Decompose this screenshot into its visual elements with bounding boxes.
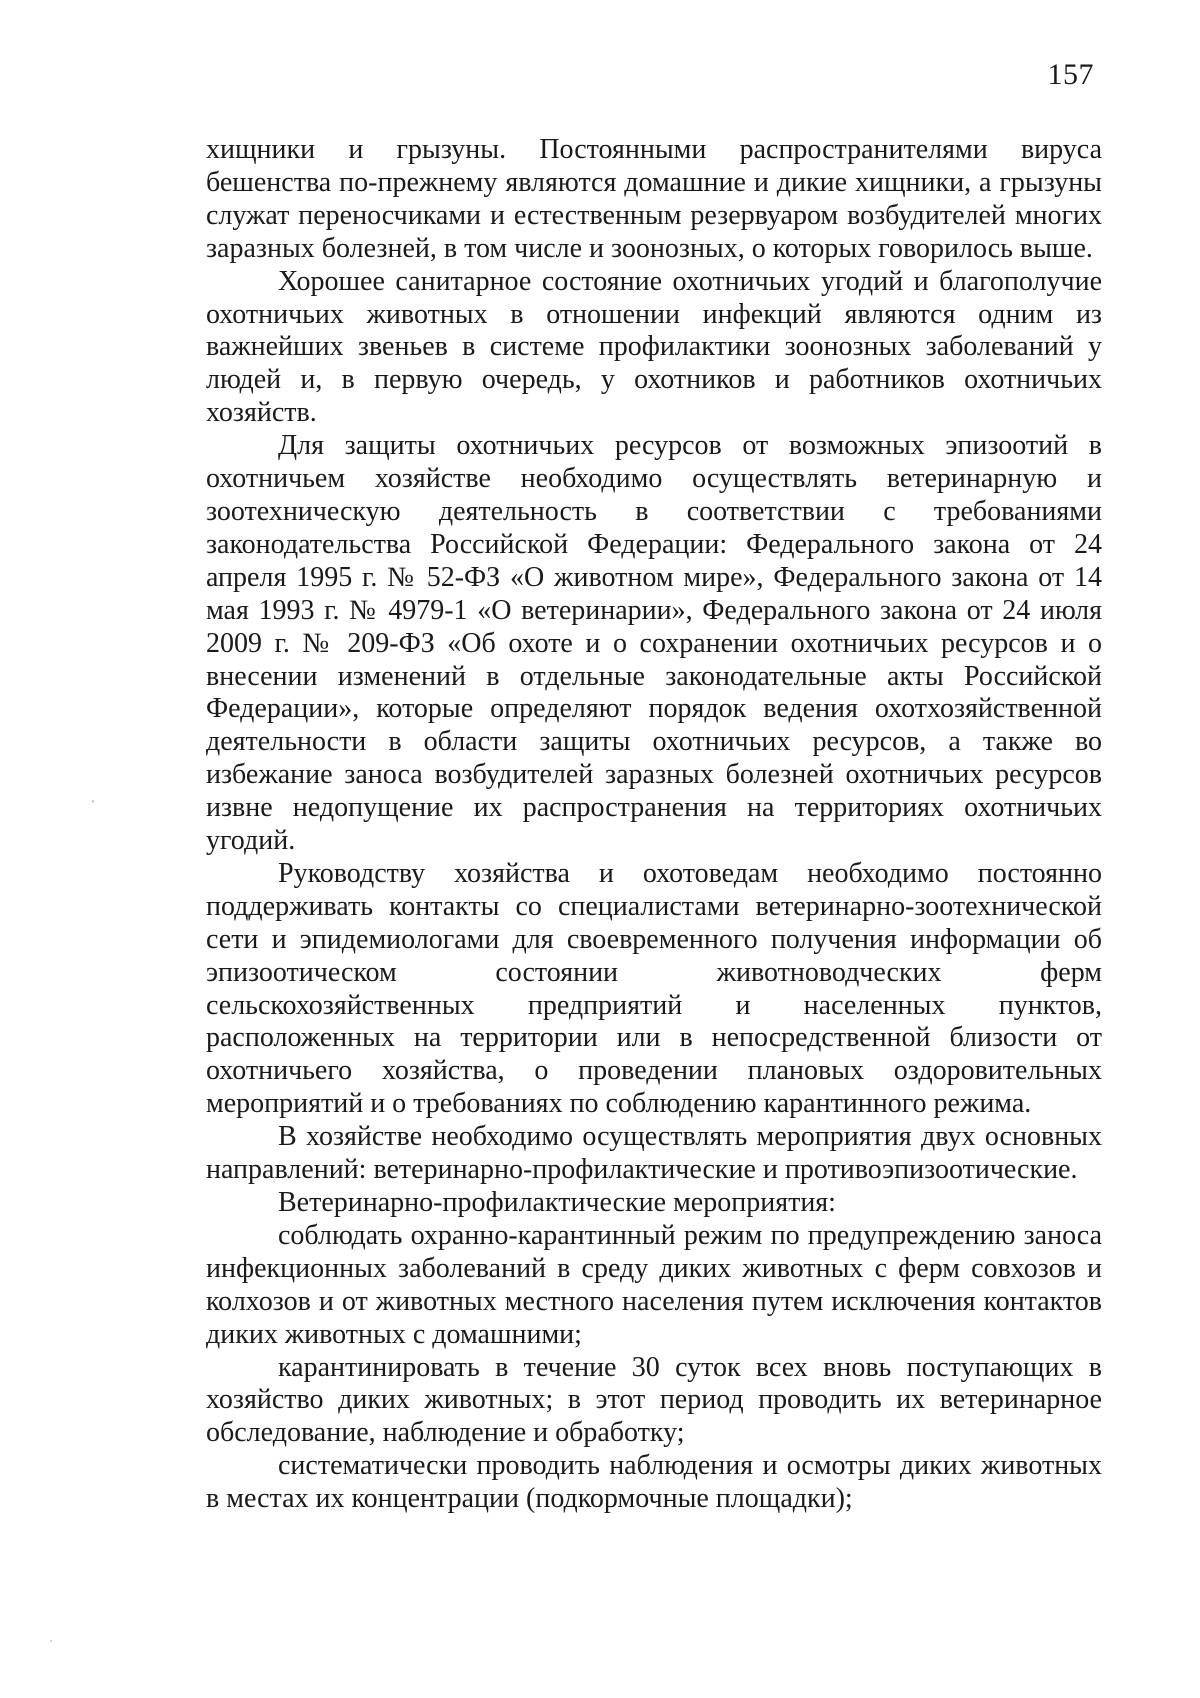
paragraph-legislation: Для защиты охотничьих ресурсов от возможных эпизоотий в охотничьем хозяйстве необходимо осуществлять ветеринарную и зоотехническую деятельность в соответствии с требованиями законодательства Российской Федерации: Федерального закона от 24 апреля 1995 г. № 52-ФЗ «О животном мире», Федерального закона от 14 мая 1993 г. № 4979-1 «О ветеринарии», Федерального закона от 24 июля 2009 г. № 209-ФЗ «Об охоте и о сохранении охотничьих ресурсов и о внесении изменений в отдельные законодательные акты Российской Федерации», которые определяют порядок ведения охотхозяйственной деятельности в области защиты охотничьих ресурсов, а также во избежание заноса возбудителей заразных болезней охотничьих ресурсов извне недопущение их распространения на территориях охотничьих угодий.: [206, 430, 1102, 857]
body-text: [206, 134, 1102, 1516]
scan-speck: [92, 800, 94, 803]
paragraph-two-directions: В хозяйстве необходимо осуществлять мероприятия двух основных направлений: ветеринарно-профилактические и противоэпизоотические.: [206, 1121, 1102, 1186]
scan-speck: [50, 1640, 52, 1642]
paragraph-quarantine-30-days: карантинировать в течение 30 суток всех вновь поступающих в хозяйство диких животных; в этот период проводить их ветеринарное обследование, наблюдение и обработку;: [206, 1351, 1102, 1449]
paragraph-predators: хищники и грызуны. Постоянными распространителями вируса бешенства по-прежнему являются домашние и дикие хищники, а грызуны служат переносчиками и естественным резервуаром возбудителей многих заразных болезней, в том числе и зоонозных, о которых говорилось выше.: [206, 134, 1102, 264]
paragraph-quarantine-regime: соблюдать охранно-карантинный режим по предупреждению заноса инфекционных заболеваний в среду диких животных с ферм совхозов и колхозов и от животных местного населения путем исключения контактов диких животных с домашними;: [206, 1219, 1102, 1350]
paragraph-sanitary-state: Хорошее санитарное состояние охотничьих угодий и благополучие охотничьих животных в отношении инфекций являются одним из важнейших звеньев в системе профилактики зоонозных заболеваний у людей и, в первую очередь, у охотников и работников охотничьих хозяйств.: [206, 265, 1102, 429]
page-number: 157: [1047, 58, 1094, 91]
paragraph-prophylactic-heading: Ветеринарно-профилактические мероприятия:: [278, 1187, 836, 1218]
paragraph-observation: систематически проводить наблюдения и осмотры диких животных в местах их концентрации (подкормочные площадки);: [206, 1450, 1102, 1515]
paragraph-management-contacts: Руководству хозяйства и охотоведам необходимо постоянно поддерживать контакты со специалистами ветеринарно-зоотехнической сети и эпидемиологами для своевременного получения информации об эпизоотическом состоянии животноводческих ферм сельскохозяйственных предприятий и населенных пунктов, расположенных на территории или в непосредственной близости от охотничьего хозяйства, о проведении плановых оздоровительных мероприятий и о требованиях по соблюдению карантинного режима.: [206, 857, 1102, 1120]
